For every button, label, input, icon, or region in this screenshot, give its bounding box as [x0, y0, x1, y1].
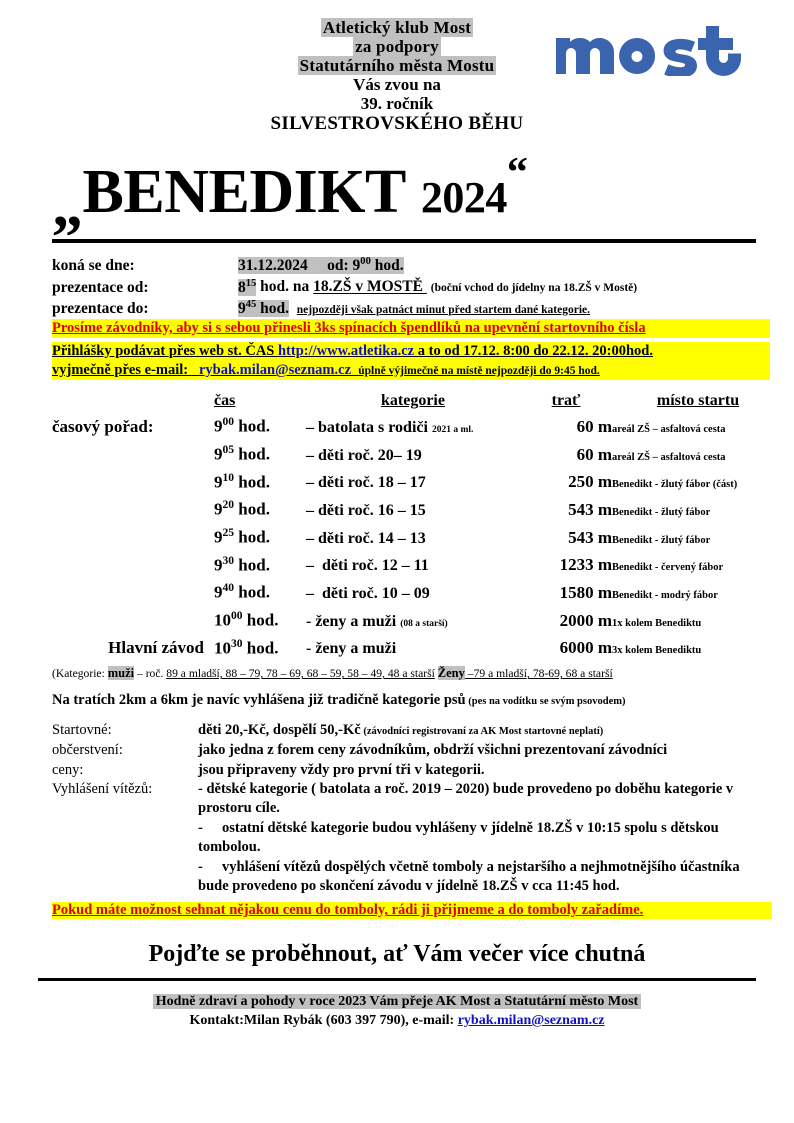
closing-slogan: Pojďte se proběhnout, ať Vám večer více chutná [148, 941, 646, 968]
presentation-to-note: nejpozději však patnáct minut před startem dané kategorie. [296, 303, 591, 316]
table-row [52, 526, 784, 554]
fees-table [52, 721, 770, 897]
dash-bullet-icon: - [198, 858, 203, 875]
row-time: $9^{20}$ hod. [214, 498, 270, 519]
row-time: $9^{05}$ hod. [214, 443, 270, 464]
row-distance: 543 m [568, 499, 612, 519]
row-place: Benedikt - žlutý fábor (část) [612, 479, 738, 491]
schedule-col-time: čas [214, 392, 236, 410]
men-label: muži [107, 666, 135, 681]
organizer-club-line: Atletický klub Most [322, 18, 472, 37]
women-groups: –79 a mladší, 78-69, 68 a starší [464, 667, 613, 681]
fee-label: ceny: [52, 761, 84, 778]
schedule-col-distance: trať [551, 392, 581, 410]
table-row [52, 819, 770, 858]
age-categories-line [0, 664, 794, 682]
row-lead-label: časový pořad: [52, 417, 154, 436]
row-place: Benedikt - červený fábor [612, 562, 724, 574]
table-row [52, 498, 784, 526]
row-place: Benedikt - žlutý fábor [612, 506, 711, 518]
row-time: $9^{40}$ hod. [214, 581, 270, 602]
table-row [52, 554, 784, 582]
awards-label: Vyhlášení vítězů: [52, 781, 153, 798]
row-lead-label [52, 526, 214, 554]
contact-email[interactable]: rybak.milan@seznam.cz [457, 1013, 605, 1029]
quote-close: “ [506, 150, 528, 197]
event-title-block [0, 150, 794, 241]
table-row [52, 637, 784, 665]
row-lead-label [52, 443, 214, 471]
row-distance: 250 m [568, 472, 612, 492]
row-time: $9^{30}$ hod. [214, 553, 270, 575]
presentation-to-row [52, 298, 770, 319]
fee-value: jsou připraveny vždy pro první tři v kategorii. [198, 761, 485, 778]
row-distance: 2000 m [559, 610, 612, 630]
row-lead-label: Hlavní závod [108, 638, 204, 658]
schedule-header-row [52, 392, 784, 415]
women-label: Ženy [437, 666, 465, 681]
row-time: $9^{25}$ hod. [214, 525, 270, 547]
row-distance: 60 m [576, 444, 612, 464]
table-row [52, 415, 784, 443]
tombola-notice: Pokud máte možnost sehnat nějakou cenu do tomboly, rádi ji přijmeme a do tomboly zařadíme. [52, 902, 772, 919]
awards-item: - vyhlášení vítězů dospělých včetně tomboly a nejstaršího a nejhmotnějšího účastníka bude provedeno po skončení závodu v jídelně 18.ZŠ v cca 11:45 hod. [198, 858, 740, 894]
row-category: – děti roč. 14 – 13 [306, 529, 426, 547]
safety-pins-notice: Prosíme závodníky, aby si s sebou přinesli 3ks spínacích špendlíků na upevnění startovního čísla [52, 319, 770, 338]
table-row [52, 609, 784, 637]
row-place: areál ZŠ – asfaltová cesta [612, 424, 726, 435]
event-name: BENEDIKT [82, 158, 406, 227]
fee-label: Startovné: [52, 721, 112, 738]
dog-category-text: Na tratích 2km a 6km je navíc vyhlášena již tradičně kategorie psů [52, 691, 466, 708]
schedule-block [0, 392, 794, 664]
table-row [52, 858, 770, 897]
presentation-from-hour: $8^{15}$ [238, 277, 257, 296]
schedule-col-place: místo startu [656, 392, 740, 410]
row-distance: 1580 m [559, 582, 612, 602]
presentation-place: 18.ZŠ v MOSTĚ [313, 278, 423, 296]
row-time: $10^{30}$ hod. [214, 636, 279, 658]
fees-block [0, 709, 794, 897]
most-city-logo [554, 22, 766, 76]
categories-prefix: (Kategorie: [52, 667, 105, 681]
footer-contact-line: Kontakt:Milan Rybák (603 397 790), e-mail: rybak.milan@seznam.cz [189, 1013, 605, 1029]
table-row [52, 471, 784, 499]
row-category: – děti roč. 20– 19 [306, 446, 422, 464]
schedule-header-spacer [52, 392, 214, 415]
row-category: – batolata s rodiči 2021 a ml. [306, 419, 474, 436]
row-lead-label [52, 498, 214, 526]
row-category: – děti roč. 18 – 17 [306, 474, 426, 492]
row-lead-label [52, 609, 214, 637]
fee-value: jako jedna z forem ceny závodníkům, obdrží všichni prezentovaní závodníci [198, 741, 668, 758]
fee-label: občerstvení: [52, 741, 123, 758]
row-lead-label [52, 471, 214, 499]
schedule-col-category: kategorie [381, 392, 445, 410]
quote-open: „ [52, 172, 83, 241]
footer-block [0, 993, 794, 1031]
row-distance: 6000 m [559, 638, 612, 658]
table-row [52, 721, 770, 741]
footer-wish-line: Hodně zdraví a pohody v roce 2023 Vám přeje AK Most a Statutární město Most [0, 993, 794, 1012]
signup-url[interactable]: http://www.atletika.cz [277, 343, 415, 360]
row-distance: 60 m [576, 417, 612, 436]
row-time: $10^{00}$ hod. [214, 608, 279, 630]
poster-header [0, 0, 794, 134]
organizer-support-line: za podpory [355, 37, 439, 57]
row-place: 1x kolem Benediktu [612, 617, 702, 629]
signup-email-row: vyjmečně přes e-mail: rybak.milan@seznam.cz úplně výjimečně na místě nejpozději do 9:45 hod. [52, 361, 770, 380]
row-place: Benedikt - žlutý fábor [612, 534, 711, 546]
awards-item: - dětské kategorie ( batolata a roč. 2019 – 2020) bude provedeno po doběhu kategorie v prostoru cíle. [198, 781, 734, 817]
invite-line: Vás zvou na [353, 75, 441, 95]
row-category: - ženy a muži (08 a starší) [306, 612, 448, 630]
presentation-from-row: prezentace od: $8^{15}$ hod. na 18.ZŠ v MOSTĚ (boční vchod do jídelny na 18.ZŠ v Mostě) [52, 276, 770, 297]
schedule-table [52, 392, 784, 664]
presentation-from-note: (boční vchod do jídelny na 18.ZŠ v Mostě) [430, 282, 638, 295]
date-value: 31.12.2024 od: $9^{00}$ hod. [238, 256, 404, 275]
table-row [52, 741, 770, 761]
dash-bullet-icon: - [198, 820, 203, 837]
row-distance: 1233 m [559, 555, 612, 575]
awards-spacer [52, 858, 198, 897]
edition-line: 39. ročník [360, 94, 434, 114]
organizer-city-line: Statutárního města Mostu [299, 56, 495, 76]
signup-row: Přihlášky podávat přes web st. ČAS http://www.atletika.cz a to od 17.12. 8:00 do 22.12. 20:00hod. [52, 342, 770, 361]
row-category: - ženy a muži [306, 640, 397, 658]
date-label: koná se dne: [52, 257, 135, 275]
fee-value: děti 20,-Kč, dospělí 50,-Kč (závodníci registrovaní za AK Most startovné neplatí) [198, 721, 604, 738]
signup-email-note: úplně výjimečně na místě nejpozději do 9:45 hod. [358, 365, 600, 378]
row-place: Benedikt - modrý fábor [612, 589, 718, 601]
dog-category-line [0, 682, 794, 709]
title-divider [52, 239, 756, 243]
presentation-to-hour: $9^{45}$ hod. [238, 298, 290, 317]
signup-email[interactable]: rybak.milan@seznam.cz [198, 362, 351, 379]
table-row [52, 780, 770, 819]
awards-spacer [52, 819, 198, 858]
presentation-from-label: prezentace od: [52, 278, 149, 296]
presentation-to-label: prezentace do: [52, 299, 149, 317]
row-place: 3x kolem Benediktu [612, 645, 702, 657]
table-row [52, 761, 770, 781]
row-lead-label [52, 581, 214, 609]
awards-item: - ostatní dětské kategorie budou vyhlášeny v jídelně 18.ZŠ v 10:15 spolu s dětskou tombolou. [198, 820, 719, 855]
row-category: – děti roč. 16 – 15 [306, 501, 426, 519]
men-text: – roč. [134, 667, 167, 681]
event-title [52, 150, 748, 241]
event-info-block [0, 255, 794, 380]
row-distance: 543 m [568, 527, 612, 547]
row-lead-label [52, 554, 214, 582]
date-row [52, 255, 770, 276]
table-row [52, 581, 784, 609]
footer-divider [38, 978, 756, 981]
row-time: $9^{10}$ hod. [214, 470, 270, 492]
men-groups: 89 a mladší, 88 – 79, 78 – 69, 68 – 59, 58 – 49, 48 a starší [166, 667, 435, 681]
row-place: areál ZŠ – asfaltová cesta [612, 451, 726, 463]
row-category: – děti roč. 10 – 09 [306, 584, 430, 602]
row-time: $9^{00}$ hod. [214, 415, 270, 436]
row-category: – děti roč. 12 – 11 [306, 557, 429, 575]
dog-category-note: (pes na vodítku se svým psovodem) [465, 695, 626, 707]
event-year: 2024 [420, 173, 507, 223]
event-type-line: SILVESTROVSKÉHO BĚHU [270, 113, 524, 135]
table-row [52, 443, 784, 471]
